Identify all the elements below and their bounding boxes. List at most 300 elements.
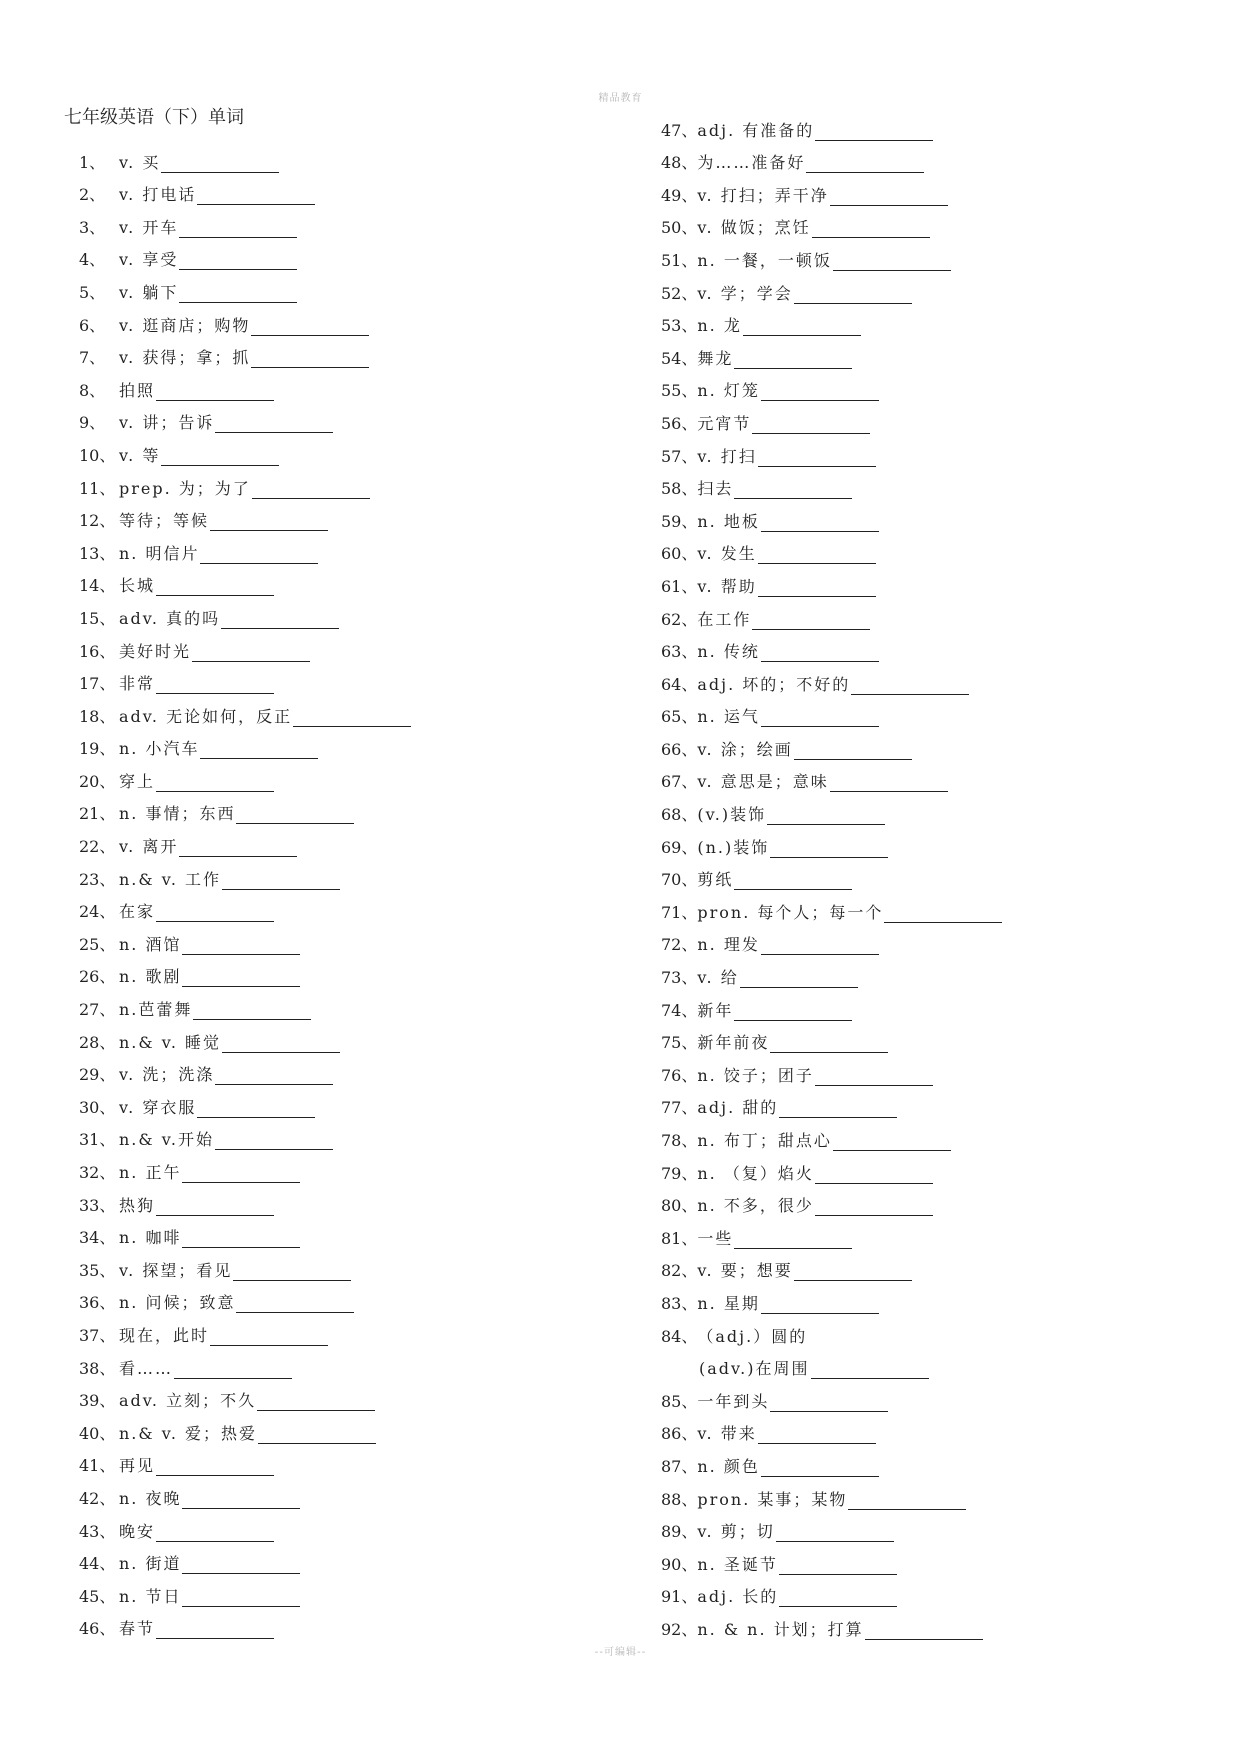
item-prompt: v. 逛商店；购物 <box>119 315 251 335</box>
answer-blank[interactable] <box>182 1231 300 1248</box>
item-prompt: v. 剪；切 <box>697 1522 775 1542</box>
vocab-item <box>79 955 599 988</box>
vocab-item <box>79 1118 599 1151</box>
item-prompt: v. 要；想要 <box>697 1261 793 1281</box>
answer-blank[interactable] <box>752 417 870 434</box>
answer-blank[interactable] <box>740 971 858 988</box>
item-number: 35、 <box>79 1260 116 1280</box>
item-prompt: n. 灯笼 <box>697 381 760 401</box>
page-title: 七年级英语（下）单词 <box>64 107 244 128</box>
item-number: 10、 <box>79 445 116 465</box>
answer-blank[interactable] <box>156 579 274 596</box>
item-prompt: 穿上 <box>119 771 156 791</box>
item-prompt: n. 小汽车 <box>119 739 200 759</box>
item-number: 43、 <box>79 1521 116 1541</box>
vocab-item <box>661 401 1181 434</box>
vocab-item <box>79 1574 599 1607</box>
answer-blank[interactable] <box>758 450 876 467</box>
item-prompt: adv. 真的吗 <box>119 608 221 628</box>
item-number: 44、 <box>79 1554 116 1574</box>
answer-blank[interactable] <box>192 645 310 662</box>
vocab-item <box>661 532 1181 565</box>
item-number: 52、 <box>661 283 698 303</box>
item-number: 18、 <box>79 706 116 726</box>
answer-blank[interactable] <box>812 221 930 238</box>
vocab-item <box>661 1184 1181 1217</box>
item-number: 34、 <box>79 1228 116 1248</box>
answer-blank[interactable] <box>222 873 340 890</box>
item-number: 36、 <box>79 1293 116 1313</box>
vocab-item <box>79 1542 599 1575</box>
item-number: 33、 <box>79 1195 116 1215</box>
answer-blank[interactable] <box>161 449 279 466</box>
vocab-item <box>79 629 599 662</box>
vocab-item <box>661 597 1181 630</box>
answer-blank[interactable] <box>734 352 852 369</box>
vocab-item <box>661 695 1181 728</box>
answer-blank[interactable] <box>794 287 912 304</box>
answer-blank[interactable] <box>734 1004 852 1021</box>
answer-blank[interactable] <box>848 1493 966 1510</box>
item-number: 9、 <box>79 413 106 433</box>
vocab-item <box>661 304 1181 337</box>
item-number: 27、 <box>79 1000 116 1020</box>
vocab-item <box>79 727 599 760</box>
answer-blank[interactable] <box>156 1459 274 1476</box>
answer-blank[interactable] <box>197 188 315 205</box>
answer-blank[interactable] <box>884 906 1002 923</box>
item-number: 75、 <box>661 1033 698 1053</box>
item-prompt: n. 理发 <box>697 935 760 955</box>
item-prompt: 美好时光 <box>119 641 192 661</box>
item-number: 66、 <box>661 739 698 759</box>
answer-blank[interactable] <box>182 1590 300 1607</box>
item-prompt: v. 获得；拿；抓 <box>119 348 251 368</box>
answer-blank[interactable] <box>182 1492 300 1509</box>
answer-blank[interactable] <box>770 1395 888 1412</box>
answer-blank[interactable] <box>233 1264 351 1281</box>
answer-blank[interactable] <box>811 1362 929 1379</box>
answer-blank[interactable] <box>776 1525 894 1542</box>
answer-blank[interactable] <box>197 1101 315 1118</box>
item-prompt: 在家 <box>119 902 156 922</box>
answer-blank[interactable] <box>865 1623 983 1640</box>
item-prompt: 看…… <box>119 1358 174 1378</box>
answer-blank[interactable] <box>794 743 912 760</box>
item-prompt: （adj.）圆的 <box>697 1326 808 1346</box>
vocab-item <box>79 238 599 271</box>
answer-blank[interactable] <box>767 808 885 825</box>
item-prompt: n. 圣诞节 <box>697 1554 778 1574</box>
answer-blank[interactable] <box>815 124 933 141</box>
item-number: 14、 <box>79 576 116 596</box>
answer-blank[interactable] <box>806 156 924 173</box>
item-prompt: n. 咖啡 <box>119 1228 182 1248</box>
item-prompt: v. 帮助 <box>697 576 757 596</box>
item-prompt: 一些 <box>697 1228 734 1248</box>
item-prompt: 元宵节 <box>697 413 752 433</box>
vocab-item <box>661 336 1181 369</box>
item-prompt: prep. 为；为了 <box>119 478 251 498</box>
item-number: 32、 <box>79 1163 116 1182</box>
answer-blank[interactable] <box>761 1297 879 1314</box>
answer-blank[interactable] <box>258 1427 376 1444</box>
item-prompt: v. 涂；绘画 <box>697 739 793 759</box>
vocab-item <box>79 205 599 238</box>
vocab-item <box>661 108 1181 141</box>
answer-blank[interactable] <box>156 1622 274 1639</box>
answer-blank[interactable] <box>779 1558 897 1575</box>
answer-blank[interactable] <box>293 710 411 727</box>
answer-blank[interactable] <box>833 1134 951 1151</box>
header-watermark: 精品教育 <box>598 93 643 104</box>
item-prompt: adv. 无论如何，反正 <box>119 706 293 726</box>
item-number: 67、 <box>661 772 698 792</box>
vocab-item <box>79 1379 599 1412</box>
vocab-item <box>661 1053 1181 1086</box>
answer-blank[interactable] <box>794 1264 912 1281</box>
vocab-item <box>661 1281 1181 1314</box>
answer-blank[interactable] <box>761 384 879 401</box>
item-number: 57、 <box>661 446 698 466</box>
item-number: 40、 <box>79 1423 116 1443</box>
item-number: 55、 <box>661 381 698 401</box>
item-number: 80、 <box>661 1196 698 1216</box>
item-prompt: 再见 <box>119 1456 156 1476</box>
vocab-item <box>79 824 599 857</box>
item-prompt: n. 明信片 <box>119 543 200 563</box>
vocab-item <box>79 1607 599 1640</box>
answer-blank[interactable] <box>182 970 300 987</box>
vocab-item <box>661 727 1181 760</box>
answer-blank[interactable] <box>236 1296 354 1313</box>
item-number: 28、 <box>79 1032 116 1052</box>
answer-blank[interactable] <box>815 1167 933 1184</box>
vocab-item <box>661 1314 1181 1347</box>
item-prompt: 晚安 <box>119 1521 156 1541</box>
footer-watermark: --可编辑-- <box>594 1647 647 1658</box>
item-prompt: v. 带来 <box>697 1424 757 1444</box>
vocab-item <box>79 531 599 564</box>
item-number: 4、 <box>79 250 106 270</box>
vocab-item <box>661 1086 1181 1119</box>
item-number: 84、 <box>661 1326 698 1346</box>
vocab-item <box>79 1020 599 1053</box>
item-number: 50、 <box>661 218 698 238</box>
answer-blank[interactable] <box>215 416 333 433</box>
item-prompt: 一年到头 <box>697 1391 770 1411</box>
item-number: 5、 <box>79 282 106 302</box>
vocab-item <box>79 140 599 173</box>
item-number: 82、 <box>661 1261 698 1281</box>
item-number: 68、 <box>661 805 698 825</box>
answer-blank[interactable] <box>210 1329 328 1346</box>
vocab-item <box>79 401 599 434</box>
answer-blank[interactable] <box>761 1460 879 1477</box>
answer-blank[interactable] <box>179 253 297 270</box>
answer-blank[interactable] <box>815 1069 933 1086</box>
vocab-item <box>79 1411 599 1444</box>
vocab-item <box>661 1216 1181 1249</box>
item-number: 37、 <box>79 1325 116 1345</box>
vocab-item <box>661 1575 1181 1608</box>
vocab-item <box>79 1444 599 1477</box>
vocab-item <box>661 923 1181 956</box>
item-number: 41、 <box>79 1456 116 1476</box>
item-number: 19、 <box>79 739 116 759</box>
item-number: 81、 <box>661 1228 698 1248</box>
item-prompt: (adv.)在周围 <box>699 1359 810 1379</box>
item-number: 30、 <box>79 1097 116 1117</box>
answer-blank[interactable] <box>156 775 274 792</box>
item-number: 54、 <box>661 348 698 368</box>
item-number: 88、 <box>661 1489 698 1509</box>
item-number: 24、 <box>79 902 116 922</box>
item-prompt: n. 不多，很少 <box>697 1196 814 1216</box>
item-number: 3、 <box>79 217 106 237</box>
item-prompt: (n.)装饰 <box>697 837 770 857</box>
vocab-item <box>661 1151 1181 1184</box>
vocab-item <box>79 336 599 369</box>
answer-blank[interactable] <box>182 1166 300 1183</box>
vocab-item <box>661 1542 1181 1575</box>
answer-blank[interactable] <box>752 613 870 630</box>
vocab-list-left <box>79 140 599 1639</box>
item-number: 58、 <box>661 479 698 499</box>
answer-blank[interactable] <box>156 384 274 401</box>
item-number: 76、 <box>661 1065 698 1085</box>
item-prompt: n. 事情；东西 <box>119 804 236 824</box>
item-number: 91、 <box>661 1587 698 1607</box>
vocab-item <box>661 467 1181 500</box>
vocab-item <box>661 955 1181 988</box>
item-prompt: n. 节日 <box>119 1586 182 1606</box>
item-number: 59、 <box>661 511 698 531</box>
item-prompt: n. （复）焰火 <box>697 1163 814 1183</box>
item-number: 12、 <box>79 511 116 531</box>
item-number: 90、 <box>661 1554 698 1574</box>
item-prompt: n.& v.开始 <box>119 1130 214 1150</box>
item-number: 86、 <box>661 1424 698 1444</box>
item-number: 13、 <box>79 543 116 563</box>
item-prompt: (v.)装饰 <box>697 805 767 825</box>
item-prompt: 等待；等候 <box>119 511 210 531</box>
answer-blank[interactable] <box>182 938 300 955</box>
vocab-item <box>79 1248 599 1281</box>
answer-blank[interactable] <box>758 547 876 564</box>
answer-blank[interactable] <box>200 742 318 759</box>
item-number: 60、 <box>661 544 698 564</box>
item-prompt: v. 穿衣服 <box>119 1097 197 1117</box>
item-prompt: n. 星期 <box>697 1293 760 1313</box>
answer-blank[interactable] <box>156 1525 274 1542</box>
item-prompt: n. 饺子；团子 <box>697 1065 814 1085</box>
vocab-item <box>79 596 599 629</box>
item-prompt: 舞龙 <box>697 348 734 368</box>
answer-blank[interactable] <box>179 840 297 857</box>
item-prompt: n. 一餐，一顿饭 <box>697 250 832 270</box>
vocab-item <box>79 759 599 792</box>
item-prompt: v. 等 <box>119 445 161 465</box>
item-number: 16、 <box>79 641 116 661</box>
vocab-item <box>661 434 1181 467</box>
item-number: 11、 <box>79 478 116 498</box>
vocab-item <box>79 433 599 466</box>
item-prompt: v. 打电话 <box>119 185 197 205</box>
item-number: 77、 <box>661 1098 698 1118</box>
item-number: 51、 <box>661 250 698 270</box>
vocab-item <box>79 1183 599 1216</box>
answer-blank[interactable] <box>734 1232 852 1249</box>
item-number: 61、 <box>661 576 698 596</box>
answer-blank[interactable] <box>734 873 852 890</box>
vocab-item <box>79 1150 599 1183</box>
item-prompt: n. 布丁；甜点心 <box>697 1131 832 1150</box>
vocab-item <box>661 1021 1181 1054</box>
vocab-item <box>79 173 599 206</box>
item-prompt: v. 讲；告诉 <box>119 413 215 433</box>
vocab-item <box>661 206 1181 239</box>
vocab-item <box>79 564 599 597</box>
vocab-item <box>79 662 599 695</box>
item-number: 17、 <box>79 674 116 694</box>
item-number: 73、 <box>661 968 698 988</box>
item-prompt: v. 学；学会 <box>697 283 793 303</box>
item-prompt: 扫去 <box>697 479 734 499</box>
answer-blank[interactable] <box>257 1394 375 1411</box>
item-number: 79、 <box>661 1163 698 1183</box>
answer-blank[interactable] <box>174 1362 292 1379</box>
vocab-item <box>79 499 599 532</box>
item-prompt: 长城 <box>119 576 156 596</box>
item-prompt: adj. 有准备的 <box>697 120 815 140</box>
item-prompt: n. 地板 <box>697 511 760 531</box>
item-number: 7、 <box>79 348 106 368</box>
answer-blank[interactable] <box>236 807 354 824</box>
vocab-item <box>79 1509 599 1542</box>
answer-blank[interactable] <box>156 677 274 694</box>
answer-blank[interactable] <box>251 319 369 336</box>
answer-blank[interactable] <box>210 514 328 531</box>
answer-blank[interactable] <box>815 1199 933 1216</box>
answer-blank[interactable] <box>743 319 861 336</box>
item-number: 49、 <box>661 185 698 205</box>
item-number: 46、 <box>79 1619 116 1639</box>
answer-blank[interactable] <box>156 1199 274 1216</box>
item-prompt: 新年前夜 <box>697 1033 770 1053</box>
item-prompt: adj. 坏的；不好的 <box>697 674 851 694</box>
vocab-item <box>661 858 1181 891</box>
answer-blank[interactable] <box>156 905 274 922</box>
vocab-item <box>661 662 1181 695</box>
vocab-item <box>661 1444 1181 1477</box>
vocab-item <box>661 792 1181 825</box>
item-prompt: 拍照 <box>119 380 156 400</box>
answer-blank[interactable] <box>758 1427 876 1444</box>
item-prompt: v. 打扫；弄干净 <box>697 185 829 205</box>
item-prompt: v. 享受 <box>119 250 179 270</box>
answer-blank[interactable] <box>200 547 318 564</box>
vocab-item <box>79 368 599 401</box>
answer-blank[interactable] <box>779 1590 897 1607</box>
item-prompt: 热狗 <box>119 1195 156 1215</box>
item-number: 63、 <box>661 642 698 662</box>
answer-blank[interactable] <box>182 1557 300 1574</box>
item-number: 21、 <box>79 804 116 824</box>
item-prompt: v. 躺下 <box>119 282 179 302</box>
vocab-item <box>661 1249 1181 1282</box>
item-number: 8、 <box>79 380 106 400</box>
vocab-item <box>661 630 1181 663</box>
answer-blank[interactable] <box>179 286 297 303</box>
vocab-item <box>661 1347 1181 1380</box>
item-prompt: n. 正午 <box>119 1163 182 1182</box>
item-number: 45、 <box>79 1586 116 1606</box>
vocab-item <box>79 1216 599 1249</box>
answer-blank[interactable] <box>758 580 876 597</box>
item-number: 53、 <box>661 316 698 336</box>
answer-blank[interactable] <box>215 1133 333 1150</box>
item-prompt: v. 开车 <box>119 217 179 237</box>
item-number: 15、 <box>79 608 116 628</box>
vocab-item <box>661 760 1181 793</box>
answer-blank[interactable] <box>761 938 879 955</box>
item-number: 65、 <box>661 707 698 727</box>
answer-blank[interactable] <box>761 710 879 727</box>
answer-blank[interactable] <box>161 156 279 173</box>
answer-blank[interactable] <box>830 775 948 792</box>
answer-blank[interactable] <box>770 1036 888 1053</box>
item-prompt: n. 酒馆 <box>119 934 182 954</box>
item-prompt: n. 运气 <box>697 707 760 727</box>
vocab-item <box>661 1379 1181 1412</box>
item-number: 72、 <box>661 935 698 955</box>
answer-blank[interactable] <box>851 678 969 695</box>
item-prompt: n.& v. 工作 <box>119 869 222 889</box>
item-prompt: v. 意思是；意味 <box>697 772 829 792</box>
vocab-item <box>79 1313 599 1346</box>
item-prompt: 剪纸 <box>697 870 734 890</box>
answer-blank[interactable] <box>221 612 339 629</box>
item-prompt: n.芭蕾舞 <box>119 1000 193 1020</box>
answer-blank[interactable] <box>222 1036 340 1053</box>
vocab-item <box>661 988 1181 1021</box>
answer-blank[interactable] <box>761 645 879 662</box>
item-number: 2、 <box>79 185 106 205</box>
answer-blank[interactable] <box>251 351 369 368</box>
vocab-item <box>661 271 1181 304</box>
answer-blank[interactable] <box>830 189 948 206</box>
answer-blank[interactable] <box>179 221 297 238</box>
answer-blank[interactable] <box>193 1003 311 1020</box>
item-prompt: adj. 长的 <box>697 1587 779 1607</box>
answer-blank[interactable] <box>770 841 888 858</box>
answer-blank[interactable] <box>215 1068 333 1085</box>
answer-blank[interactable] <box>761 515 879 532</box>
item-prompt: v. 买 <box>119 152 161 172</box>
answer-blank[interactable] <box>734 482 852 499</box>
answer-blank[interactable] <box>779 1101 897 1118</box>
item-prompt: 新年 <box>697 1000 734 1020</box>
item-prompt: n. 传统 <box>697 642 760 662</box>
item-prompt: v. 离开 <box>119 837 179 857</box>
item-prompt: v. 探望；看见 <box>119 1260 233 1280</box>
answer-blank[interactable] <box>833 254 951 271</box>
vocab-item <box>661 1118 1181 1151</box>
answer-blank[interactable] <box>252 482 370 499</box>
vocab-item <box>79 1085 599 1118</box>
item-number: 92、 <box>661 1619 698 1639</box>
